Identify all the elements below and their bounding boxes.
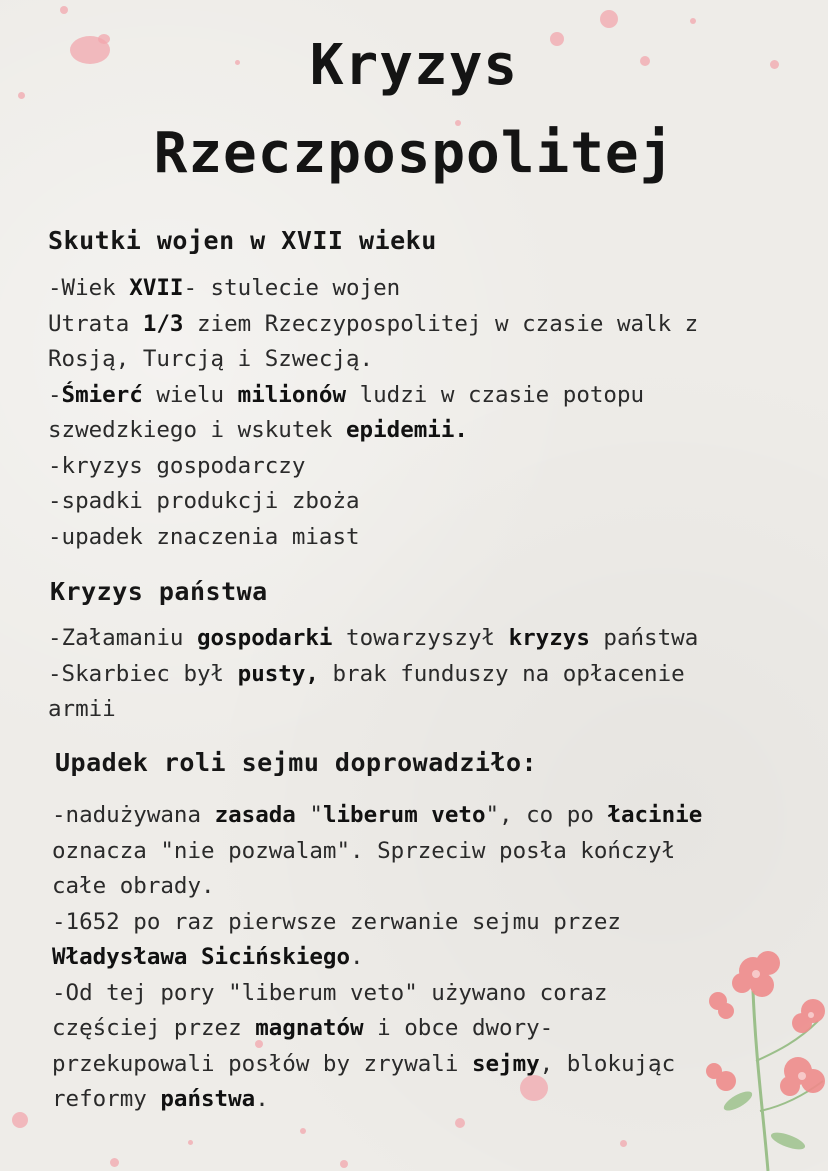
text-line: [48, 307, 828, 343]
bold-text: liberum veto: [322, 802, 486, 828]
text-line: [48, 692, 828, 728]
bold-text: łacinie: [607, 802, 703, 828]
bold-text: Władysława Sicińskiego: [52, 944, 351, 970]
section-heading-state-crisis: Kryzys państwa: [50, 577, 268, 606]
title-line-2: Rzeczpospolitej: [153, 121, 675, 186]
text-run: .: [350, 944, 364, 970]
bold-text: milionów: [237, 381, 347, 408]
text-run: oznacza "nie pozwalam". Sprzeciw posła kończył: [52, 837, 676, 864]
text-line: [52, 1047, 828, 1083]
bold-text: magnatów: [255, 1015, 364, 1041]
text-line: [48, 413, 828, 449]
bold-text: 1/3: [142, 310, 184, 337]
text-line: [52, 869, 828, 905]
text-run: wielu: [142, 381, 238, 408]
text-run: , blokując: [539, 1050, 676, 1077]
bold-text: kryzys: [508, 625, 590, 651]
bold-text: XVII: [129, 275, 184, 301]
text-run: ziem Rzeczypospolitej w czasie walk z: [183, 310, 699, 337]
text-run: reformy: [52, 1086, 161, 1112]
text-line: [48, 378, 828, 414]
text-run: przekupowali posłów by zrywali: [52, 1050, 472, 1077]
text-run: państwa: [589, 625, 699, 651]
text-run: -: [48, 381, 62, 408]
text-line: [52, 834, 828, 870]
text-line: [48, 657, 828, 693]
text-line: [48, 271, 828, 307]
section-body-war-effects: [48, 271, 828, 555]
text-run: towarzyszył: [332, 625, 509, 651]
bold-text: państwa: [160, 1086, 256, 1112]
text-line: [48, 520, 828, 556]
text-run: -spadki produkcji zboża: [48, 488, 360, 514]
text-line: [52, 798, 828, 834]
text-run: -Wiek: [48, 275, 130, 301]
text-run: .: [255, 1086, 269, 1112]
text-line: [52, 1082, 828, 1118]
text-line: [52, 976, 828, 1012]
text-line: [48, 621, 828, 657]
text-line: [48, 342, 828, 378]
text-line: [48, 484, 828, 520]
text-run: -Załamaniu: [48, 625, 198, 651]
text-run: brak funduszy na opłacenie: [318, 660, 685, 687]
section-body-state-crisis: [48, 621, 828, 728]
text-run: i obce dwory-: [363, 1015, 554, 1041]
text-run: częściej przez: [52, 1015, 256, 1041]
page-title: [0, 22, 828, 198]
bold-text: epidemii.: [346, 417, 468, 443]
text-line: [52, 905, 828, 941]
section-body-sejm-decline: [52, 798, 828, 1118]
text-run: Utrata: [48, 310, 143, 337]
text-run: -Od tej pory "liberum veto" używano coraz: [52, 979, 608, 1006]
text-run: -nadużywana: [52, 802, 215, 828]
bold-text: sejmy: [471, 1050, 540, 1077]
text-run: -Skarbiec był: [48, 660, 238, 687]
text-run: całe obrady.: [52, 873, 215, 899]
section-heading-war-effects: Skutki wojen w XVII wieku: [48, 226, 437, 255]
text-run: -upadek znaczenia miast: [48, 523, 360, 550]
title-line-1: Kryzys: [309, 33, 519, 98]
text-run: - stulecie wojen: [183, 275, 401, 301]
text-run: szwedzkiego i wskutek: [48, 417, 347, 443]
text-run: Rosją, Turcją i Szwecją.: [48, 346, 374, 372]
bold-text: Śmierć: [61, 381, 143, 408]
text-run: armii: [48, 696, 116, 722]
text-run: ", co po: [485, 802, 608, 828]
text-line: [48, 449, 828, 485]
section-heading-sejm-decline: Upadek roli sejmu doprowadziło:: [55, 748, 538, 777]
bold-text: zasada: [214, 802, 296, 828]
text-line: [52, 1011, 828, 1047]
text-line: [52, 940, 828, 976]
bold-text: gospodarki: [197, 625, 333, 651]
text-run: -1652 po raz pierwsze zerwanie sejmu przez: [52, 908, 621, 935]
bold-text: pusty,: [237, 660, 319, 687]
text-run: ": [295, 802, 323, 828]
text-run: ludzi w czasie potopu: [346, 381, 645, 408]
text-run: -kryzys gospodarczy: [48, 452, 306, 479]
